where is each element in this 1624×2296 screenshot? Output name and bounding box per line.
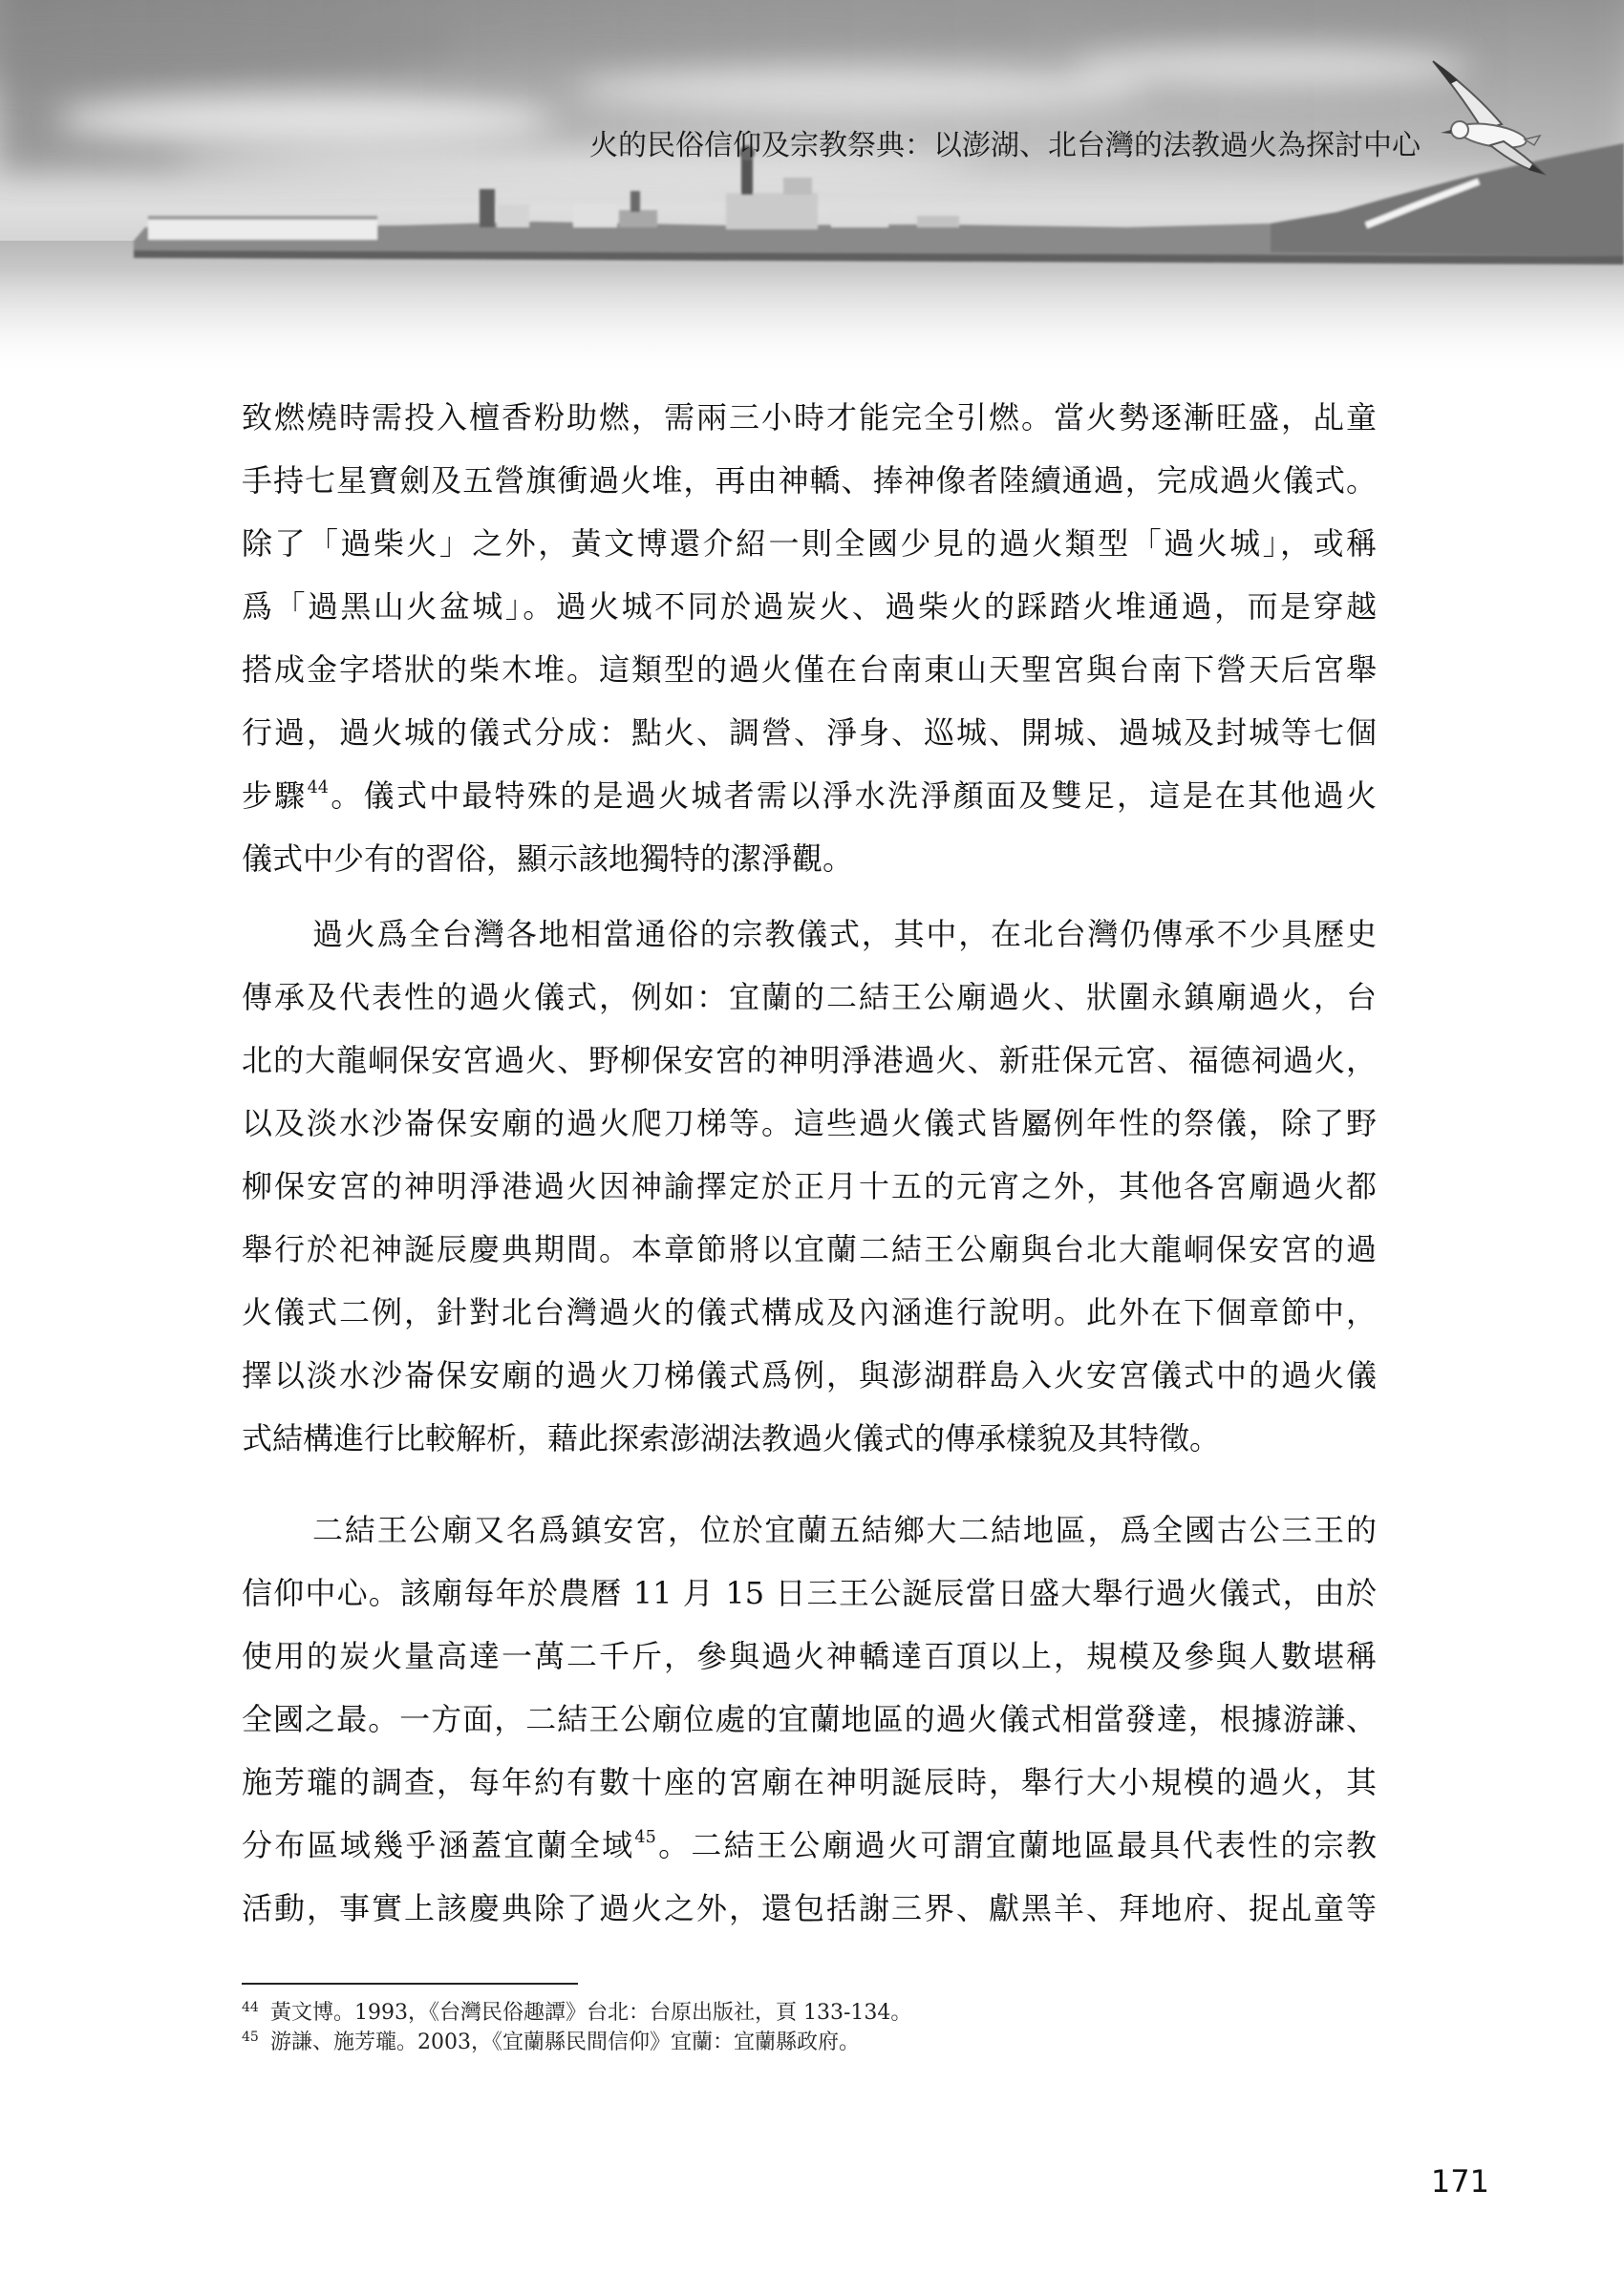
text-line [242,1814,1377,1877]
body-text [242,386,1377,1940]
text-line: 爲「過黑山火盆城」。過火城不同於過炭火、過柴火的踩踏火堆通過，而是穿越 [242,588,1377,625]
running-title: 火的民俗信仰及宗教祭典：以澎湖、北台灣的法教過火為探討中心 [589,129,1421,162]
text-line: 全國之最。一方面，二結王公廟位處的宜蘭地區的過火儀式相當發達，根據游謙、 [242,1701,1377,1737]
footnote-separator [242,1983,578,1985]
text-line: 舉行於祀神誕辰慶典期間。本章節將以宜蘭二結王公廟與台北大龍峒保安宮的過 [242,1231,1377,1267]
footnote-44: 44 黃文博。1993，《台灣民俗趣譚》台北：台原出版社，頁 133-134。 [242,2000,912,2025]
text-segment: 步驟 [242,777,308,814]
text-line: 過火爲全台灣各地相當通俗的宗教儀式，其中，在北台灣仍傳承不少具歷史 [312,916,1377,952]
text-segment: 。二結王公廟過火可謂宜蘭地區最具代表性的宗教 [655,1827,1377,1863]
text-line: 儀式中少有的習俗，顯示該地獨特的潔淨觀。 [242,840,854,877]
text-line [242,764,1377,827]
text-line: 施芳瓏的調查，每年約有數十座的宮廟在神明誕辰時，舉行大小規模的過火，其 [242,1764,1377,1800]
text-line: 火儀式二例，針對北台灣過火的儀式構成及內涵進行說明。此外在下個章節中， [242,1294,1377,1330]
text-line: 搭成金字塔狀的柴木堆。這類型的過火僅在台南東山天聖宮與台南下營天后宮舉 [242,651,1377,688]
text-line: 行過，過火城的儀式分成：點火、調營、淨身、巡城、開城、過城及封城等七個 [242,714,1377,751]
text-line: 擇以淡水沙崙保安廟的過火刀梯儀式爲例，與澎湖群島入火安宮儀式中的過火儀 [242,1357,1377,1393]
paragraph [242,1499,1377,1940]
text-segment: 分布區域幾乎涵蓋宜蘭全域 [242,1827,635,1863]
text-segment: 。儀式中最特殊的是過火城者需以淨水洗淨顏面及雙足，這是在其他過火 [328,777,1377,814]
footnote-text: 游謙、施芳瓏。2003，《宜蘭縣民間信仰》宜蘭：宜蘭縣政府。 [270,2030,860,2054]
footnotes [242,1998,1377,2057]
footnote-reference: 44 [307,777,329,797]
text-line: 柳保安宮的神明淨港過火因神諭擇定於正月十五的元宵之外，其他各宮廟過火都 [242,1168,1377,1204]
text-line: 除了「過柴火」之外，黃文博還介紹一則全國少見的過火類型「過火城」，或稱 [242,525,1377,562]
paragraph [242,903,1377,1470]
text-line: 信仰中心。該廟每年於農曆 11 月 15 日三王公誕辰當日盛大舉行過火儀式，由於 [242,1575,1377,1611]
text-line: 以及淡水沙崙保安廟的過火爬刀梯等。這些過火儀式皆屬例年性的祭儀，除了野 [242,1105,1377,1141]
text-line: 手持七星寶劍及五營旗衝過火堆，再由神轎、捧神像者陸續通過，完成過火儀式。 [242,462,1377,499]
text-line: 致燃燒時需投入檀香粉助燃，需兩三小時才能完全引燃。當火勢逐漸旺盛，乩童 [242,399,1377,436]
footnote-text: 黃文博。1993，《台灣民俗趣譚》台北：台原出版社，頁 133-134。 [270,2001,912,2025]
paragraph [242,386,1377,890]
page-number: 171 [1430,2163,1489,2200]
footnote-reference: 45 [634,1827,656,1847]
header-banner-photo [0,0,1624,382]
text-line: 二結王公廟又名爲鎮安宮，位於宜蘭五結鄉大二結地區，爲全國古公三王的 [312,1512,1377,1548]
text-line: 活動，事實上該慶典除了過火之外，還包括謝三界、獻黑羊、拜地府、捉乩童等 [242,1890,1377,1926]
text-line: 傳承及代表性的過火儀式，例如：宜蘭的二結王公廟過火、狀圍永鎮廟過火，台 [242,979,1377,1015]
text-line: 式結構進行比較解析，藉此探索澎湖法教過火儀式的傳承樣貌及其特徵。 [242,1420,1221,1456]
text-line: 使用的炭火量高達一萬二千斤，參與過火神轎達百頂以上，規模及參與人數堪稱 [242,1638,1377,1674]
footnote-45: 45 游謙、施芳瓏。2003，《宜蘭縣民間信仰》宜蘭：宜蘭縣政府。 [242,2030,860,2054]
text-line: 北的大龍峒保安宮過火、野柳保安宮的神明淨港過火、新莊保元宮、福德祠過火， [242,1042,1377,1078]
